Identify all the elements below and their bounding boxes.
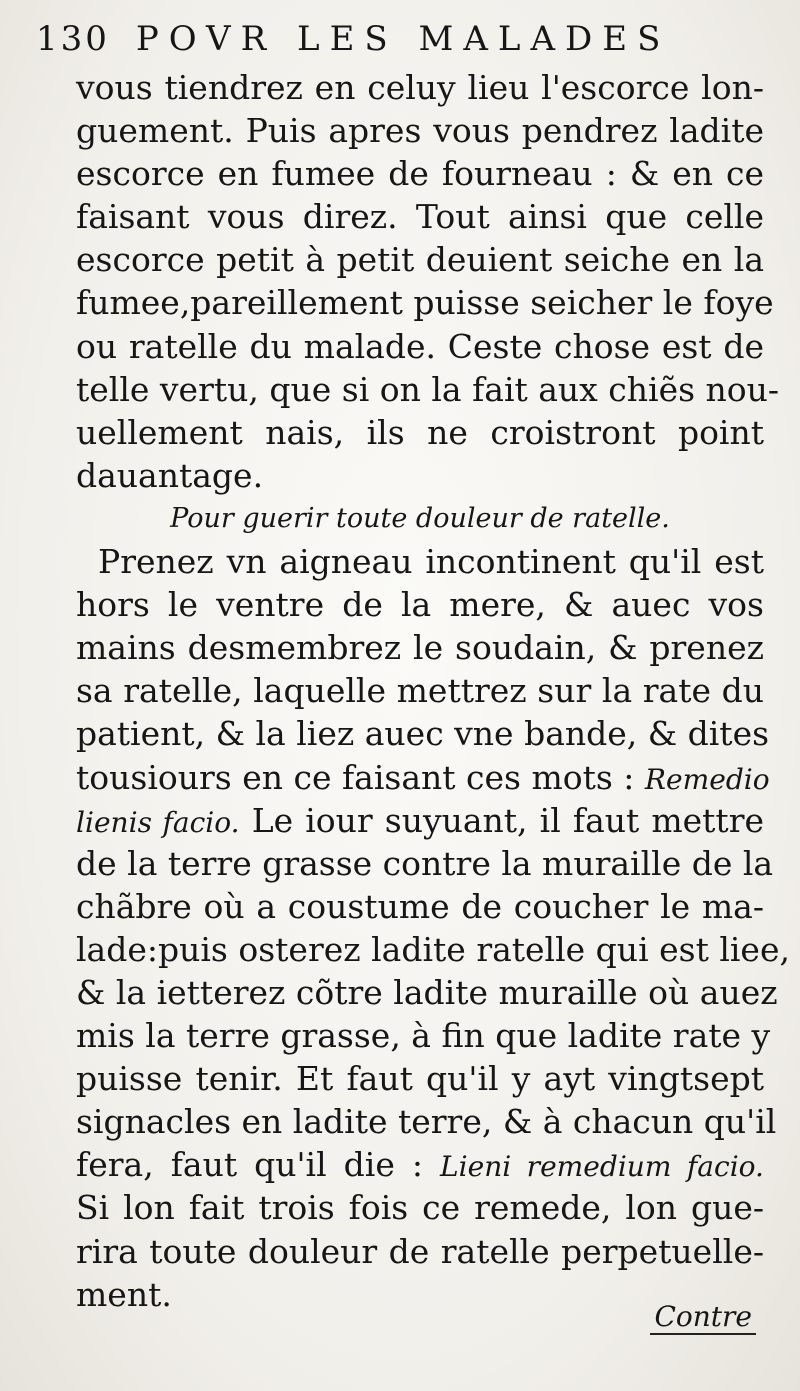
text-line: patient, & la liez auec vne bande, & dites: [76, 714, 770, 754]
running-title: POVR LES MALADES: [135, 19, 671, 59]
page-header: [36, 16, 760, 62]
text-line: fumee,pareillement puisse seicher le foye: [76, 283, 774, 323]
text-line: uellement nais, ils ne croistront point: [76, 412, 764, 452]
text-run: Le iour suyuant, il faut mettre: [251, 800, 764, 840]
text-line: Prenez vn aigneau incontinent qu'il est: [98, 542, 764, 582]
text-line: ou ratelle du malade. Ceste chose est de: [76, 326, 764, 366]
catchword: Contre: [650, 1300, 756, 1335]
text-line: mis la terre grasse, à fin que ladite rate y: [76, 1016, 771, 1056]
text-line: chãbre où a coustume de coucher le ma-: [76, 886, 764, 926]
blackletter-phrase: Lieni remedium facio.: [440, 1150, 764, 1184]
text-line: ment.: [76, 1274, 172, 1314]
page-number: 130: [36, 19, 110, 59]
blackletter-phrase: Remedio: [644, 762, 770, 796]
text-line: & la ietterez cõtre ladite muraille où auez: [76, 972, 778, 1012]
text-line: escorce en fumee de fourneau : & en ce: [76, 154, 764, 194]
text-line: rira toute douleur de ratelle perpetuelle-: [76, 1231, 764, 1271]
text-line: guement. Puis apres vous pendrez ladite: [76, 111, 764, 151]
text-run: tousiours en ce faisant ces mots :: [76, 757, 635, 797]
text-line: telle vertu, que si on la fait aux chiẽs nou-: [76, 369, 780, 409]
text-line: vous tiendrez en celuy lieu l'escorce lon-: [76, 68, 764, 107]
text-line: escorce petit à petit deuient seiche en la: [76, 240, 764, 280]
text-run: fera, faut qu'il die :: [76, 1145, 423, 1185]
text-line: [76, 756, 770, 799]
text-line: dauantage.: [76, 455, 264, 495]
text-line: sa ratelle, laquelle mettrez sur la rate du: [76, 671, 764, 711]
text-line: lade:puis osterez ladite ratelle qui est liee,: [76, 929, 790, 969]
text-line: [76, 1143, 764, 1186]
text-line: mains desmembrez le soudain, & prenez: [76, 628, 764, 668]
text-line: signacles en ladite terre, & à chacun qu'il: [76, 1102, 777, 1142]
text-line: Si lon fait trois fois ce remede, lon gue-: [76, 1188, 764, 1228]
text-line: hors le ventre de la mere, & auec vos: [76, 585, 764, 625]
text-line: faisant vous direz. Tout ainsi que celle: [76, 197, 764, 237]
text-line: de la terre grasse contre la muraille de la: [76, 843, 774, 883]
text-line: [76, 799, 764, 842]
text-line: puisse tenir. Et faut qu'il y ayt vingtsept: [76, 1059, 764, 1099]
body-text: [76, 66, 790, 1316]
section-heading: Pour guerir toute douleur de ratelle.: [170, 502, 670, 534]
blackletter-phrase: lienis facio.: [76, 805, 240, 839]
